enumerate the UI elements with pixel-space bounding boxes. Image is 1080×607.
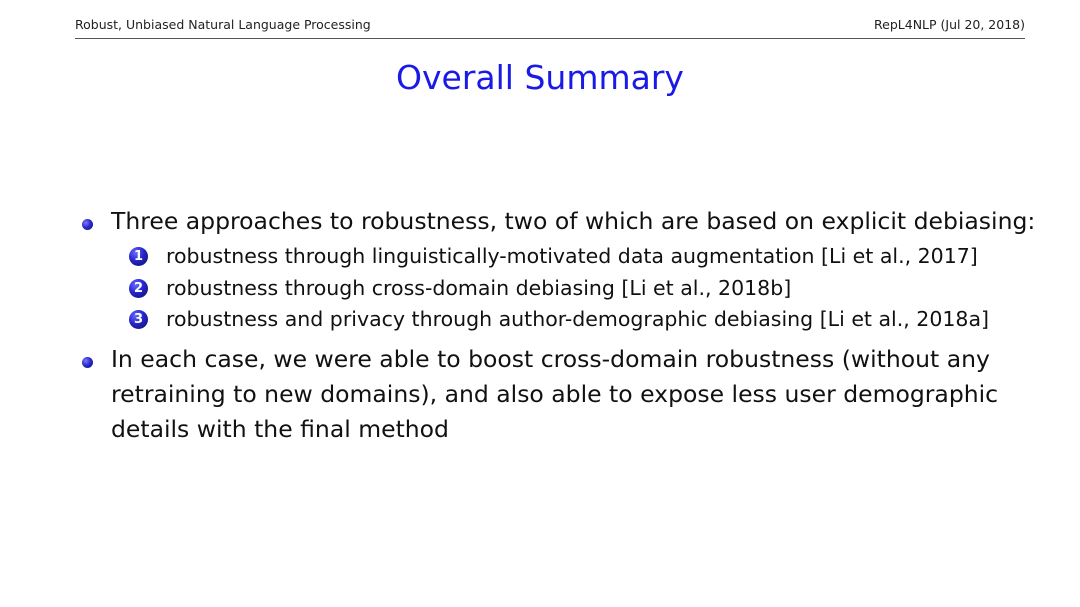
header-left-text: Robust, Unbiased Natural Language Processing (75, 17, 371, 32)
bullet-list (82, 204, 1042, 447)
number-badge-icon: 2 (129, 279, 148, 298)
numbered-list (111, 241, 1042, 336)
slide-header (75, 14, 1025, 39)
bullet-text: Three approaches to robustness, two of which are based on explicit debiasing: (111, 207, 1036, 235)
slide-title: Overall Summary (396, 58, 684, 97)
bullet-item (82, 342, 1042, 447)
numbered-item-text: robustness through cross-domain debiasing [Li et al., 2018b] (166, 275, 792, 300)
bullet-item (82, 204, 1042, 336)
numbered-item-text: robustness through linguistically-motivated data augmentation [Li et al., 2017] (166, 244, 978, 268)
number-badge-icon: 3 (129, 310, 148, 329)
numbered-item (129, 241, 1042, 273)
bullet-dot-icon (82, 219, 93, 230)
numbered-item (129, 304, 1042, 336)
numbered-item (129, 273, 1042, 305)
header-right-text: RepL4NLP (Jul 20, 2018) (874, 17, 1025, 32)
bullet-text: In each case, we were able to boost cross-domain robustness (without any retraining to new domains), and also able to expose less user demographic details with the final method (111, 344, 999, 443)
number-badge-icon: 1 (129, 247, 148, 266)
numbered-item-text: robustness and privacy through author-demographic debiasing [Li et al., 2018a] (166, 307, 990, 331)
bullet-dot-icon (82, 357, 93, 368)
